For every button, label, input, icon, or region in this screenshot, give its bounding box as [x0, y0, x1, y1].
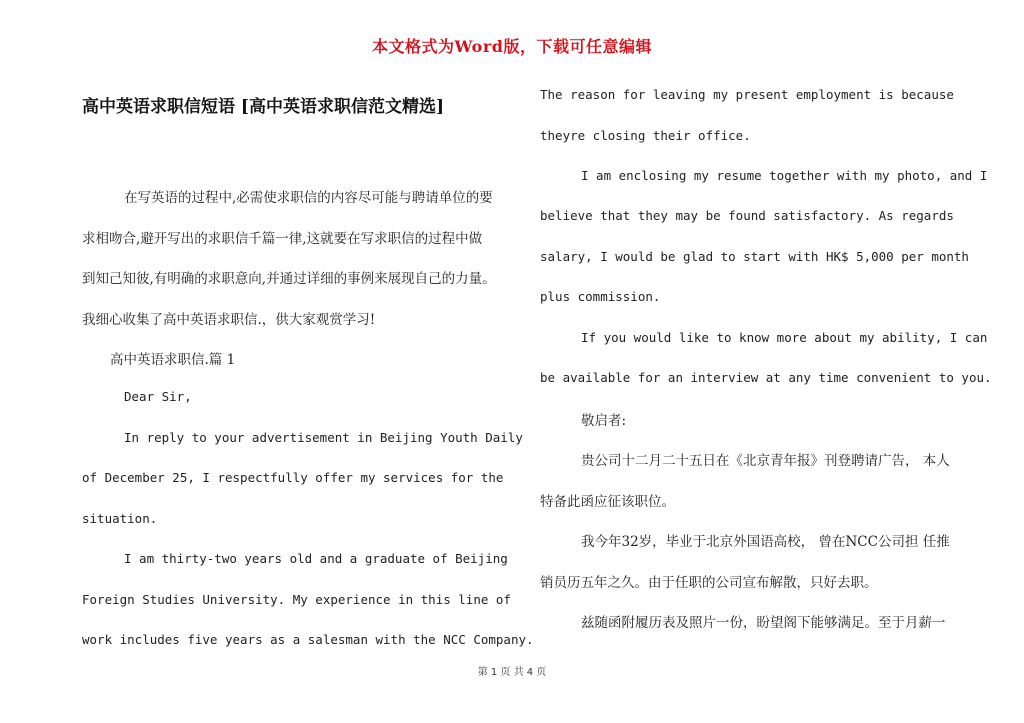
paragraph-line: If you would like to know more about my ability, I can [581, 330, 988, 345]
paragraph-line: 在写英语的过程中,必需使求职信的内容尽可能与聘请单位的要 [124, 190, 493, 206]
paragraph-line: be available for an interview at any time convenient to you. [540, 370, 992, 385]
paragraph-line: Foreign Studies University. My experience in this line of [82, 592, 511, 607]
paragraph-line: plus commission. [540, 289, 661, 304]
paragraph-line: 贵公司十二月二十五日在《北京青年报》刊登聘请广告， 本人 [581, 453, 950, 469]
paragraph-line: I am thirty-two years old and a graduate of Beijing [124, 551, 508, 566]
paragraph-line: believe that they may be found satisfactory. As regards [540, 208, 954, 223]
paragraph-line: 到知己知彼,有明确的求职意向,并通过详细的事例来展现自己的力量。 [82, 271, 496, 287]
paragraph-line: theyre closing their office. [540, 128, 751, 143]
paragraph-line: 我细心收集了高中英语求职信.，供大家观赏学习! [82, 312, 376, 328]
paragraph-line: work includes five years as a salesman with the NCC Company. [82, 632, 534, 647]
paragraph-line: 兹随函附履历表及照片一份，盼望阁下能够满足。至于月薪一 [581, 615, 946, 631]
paragraph-line: salary, I would be glad to start with HK$ 5,000 per month [540, 249, 969, 264]
paragraph-line: 销员历五年之久。由于任职的公司宣布解散，只好去职。 [540, 575, 878, 591]
paragraph-line: In reply to your advertisement in Beijing Youth Daily [124, 430, 523, 445]
paragraph-line: The reason for leaving my present employment is because [540, 87, 954, 102]
paragraph-line: of December 25, I respectfully offer my services for the [82, 470, 504, 485]
salutation-zh: 敬启者: [581, 413, 627, 429]
paragraph-line: 我今年32岁，毕业于北京外国语高校， 曾在NCC公司担 任推 [581, 534, 950, 550]
paragraph-line: I am enclosing my resume together with my photo, and I [581, 168, 988, 183]
word-format-banner: 本文格式为Word版，下载可任意编辑 [372, 37, 652, 56]
section-heading: 高中英语求职信.篇 1 [110, 352, 236, 368]
paragraph-line: situation. [82, 511, 158, 526]
document-title: 高中英语求职信短语 [高中英语求职信范文精选] [82, 97, 445, 117]
page-number: 第 1 页 共 4 页 [477, 667, 547, 678]
paragraph-line: 求相吻合,避开写出的求职信千篇一律,这就要在写求职信的过程中做 [82, 231, 483, 247]
salutation: Dear Sir, [124, 389, 192, 404]
paragraph-line: 特备此函应征该职位。 [540, 494, 675, 510]
